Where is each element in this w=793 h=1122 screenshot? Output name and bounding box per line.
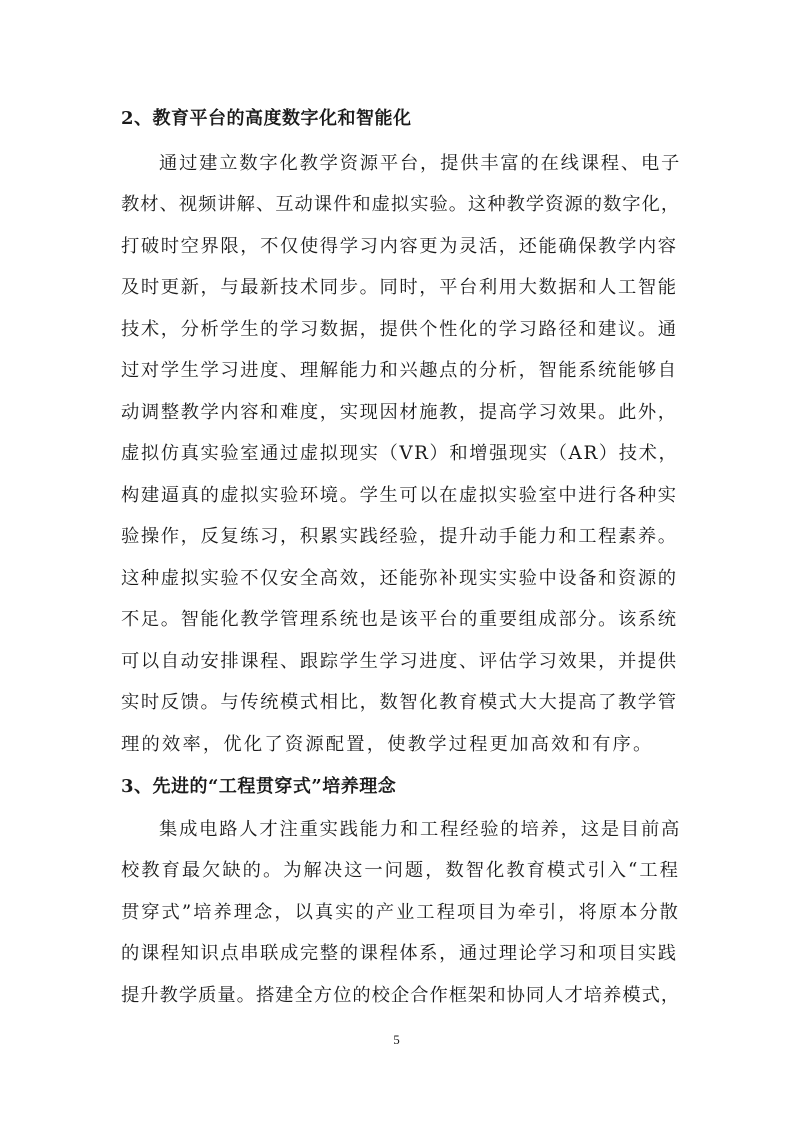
paragraph-line: 可以自动安排课程、跟踪学生学习进度、评估学习效果，并提供	[121, 651, 678, 672]
paragraph-line: 校教育最欠缺的。为解决这一问题，数智化教育模式引入“工程	[121, 860, 680, 881]
paragraph-line: 教材、视频讲解、互动课件和虚拟实验。这种教学资源的数字化，	[121, 194, 681, 215]
paragraph-line: 构建逼真的虚拟实验环境。学生可以在虚拟实验室中进行各种实	[121, 485, 678, 506]
paragraph-line: 实时反馈。与传统模式相比，数智化教育模式大大提高了教学管	[121, 692, 678, 713]
paragraph-line: 贯穿式”培养理念，以真实的产业工程项目为牵引，将原本分散	[121, 902, 680, 923]
paragraph-line: 及时更新，与最新技术同步。同时，平台利用大数据和人工智能	[121, 277, 678, 298]
paragraph-line: 理的效率，优化了资源配置，使教学过程更加高效和有序。	[121, 734, 654, 755]
paragraph-line: 打破时空界限，不仅使得学习内容更为灵活，还能确保教学内容	[121, 236, 678, 257]
paragraph-line: 通过建立数字化教学资源平台，提供丰富的在线课程、电子	[159, 153, 682, 174]
paragraph-line: 提升教学质量。搭建全方位的校企合作框架和协同人才培养模式，	[121, 985, 681, 1006]
section-2-heading: 2、教育平台的高度数字化和智能化	[121, 108, 412, 129]
paragraph-line: 过对学生学习进度、理解能力和兴趣点的分析，智能系统能够自	[121, 360, 678, 381]
paragraph-line: 集成电路人才注重实践能力和工程经验的培养，这是目前高	[159, 819, 682, 840]
paragraph-line: 技术，分析学生的学习数据，提供个性化的学习路径和建议。通	[121, 319, 678, 340]
page-number: 5	[393, 1032, 400, 1047]
paragraph-line: 这种虚拟实验不仅安全高效，还能弥补现实实验中设备和资源的	[121, 568, 678, 589]
paragraph-line: 虚拟仿真实验室通过虚拟现实（VR）和增强现实（AR）技术，	[121, 443, 679, 464]
paragraph-line: 动调整教学内容和难度，实现因材施教，提高学习效果。此外，	[121, 402, 678, 423]
section-3-heading: 3、先进的“工程贯穿式”培养理念	[121, 776, 397, 797]
paragraph-line: 的课程知识点串联成完整的课程体系，通过理论学习和项目实践	[121, 943, 678, 964]
paragraph-line: 不足。智能化教学管理系统也是该平台的重要组成部分。该系统	[121, 609, 678, 630]
paragraph-line: 验操作，反复练习，积累实践经验，提升动手能力和工程素养。	[121, 526, 678, 547]
